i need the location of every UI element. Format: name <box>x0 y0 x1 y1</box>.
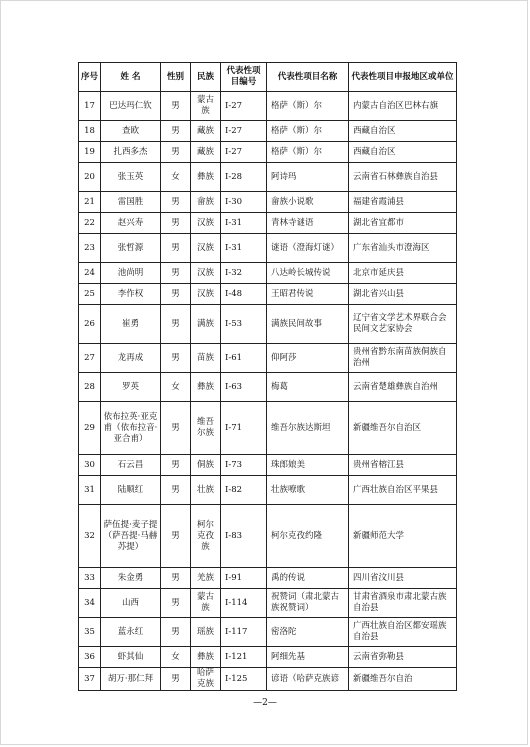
cell-sex: 男 <box>161 263 191 284</box>
cell-sex: 男 <box>161 505 191 568</box>
cell-area: 辽宁省文学艺术界联合会民间文艺家协会 <box>349 305 457 344</box>
cell-name: 池尚明 <box>101 263 161 284</box>
cell-item-name: 格萨（斯）尔 <box>267 121 349 142</box>
cell-ethnicity: 藏族 <box>191 121 221 142</box>
table-row <box>79 476 457 505</box>
cell-ethnicity: 畲族 <box>191 192 221 213</box>
cell-area: 湖北省兴山县 <box>349 284 457 305</box>
cell-name: 罗英 <box>101 373 161 402</box>
cell-ethnicity: 汉族 <box>191 263 221 284</box>
cell-item-code: Ⅰ-63 <box>221 373 267 402</box>
cell-item-name: 畲族小说歌 <box>267 192 349 213</box>
cell-name: 陆顺红 <box>101 476 161 505</box>
cell-item-name: 仰阿莎 <box>267 344 349 373</box>
cell-ethnicity: 彝族 <box>191 163 221 192</box>
cell-serial: 33 <box>79 568 101 589</box>
cell-serial: 31 <box>79 476 101 505</box>
cell-item-code: Ⅰ-82 <box>221 476 267 505</box>
cell-area: 云南省石林彝族自治县 <box>349 163 457 192</box>
cell-ethnicity: 彝族 <box>191 647 221 668</box>
cell-area: 广西壮族自治区平果县 <box>349 476 457 505</box>
table-row <box>79 163 457 192</box>
cell-ethnicity: 羌族 <box>191 568 221 589</box>
cell-item-code: Ⅰ-121 <box>221 647 267 668</box>
cell-item-name: 格萨（斯）尔 <box>267 92 349 121</box>
cell-sex: 男 <box>161 568 191 589</box>
cell-name: 崔勇 <box>101 305 161 344</box>
cell-item-code: Ⅰ-32 <box>221 263 267 284</box>
page-number: —2— <box>253 698 277 708</box>
cell-sex: 男 <box>161 476 191 505</box>
cell-sex: 男 <box>161 618 191 647</box>
cell-sex: 男 <box>161 234 191 263</box>
cell-item-code: Ⅰ-73 <box>221 455 267 476</box>
cell-sex: 男 <box>161 344 191 373</box>
cell-item-name: 壮族嘹歌 <box>267 476 349 505</box>
cell-item-name: 阿细先基 <box>267 647 349 668</box>
cell-serial: 23 <box>79 234 101 263</box>
cell-area: 贵州省黔东南苗族侗族自治州 <box>349 344 457 373</box>
cell-ethnicity: 满族 <box>191 305 221 344</box>
table-row <box>79 142 457 163</box>
table-row <box>79 92 457 121</box>
cell-serial: 35 <box>79 618 101 647</box>
table-row <box>79 121 457 142</box>
cell-serial: 22 <box>79 213 101 234</box>
cell-name: 巴达玛仁钦 <box>101 92 161 121</box>
cell-sex: 男 <box>161 284 191 305</box>
header-ethnicity: 民族 <box>191 63 221 92</box>
cell-serial: 21 <box>79 192 101 213</box>
cell-area: 西藏自治区 <box>349 142 457 163</box>
table-row <box>79 305 457 344</box>
cell-area: 西藏自治区 <box>349 121 457 142</box>
cell-name: 蓝永红 <box>101 618 161 647</box>
cell-item-name: 八达岭长城传说 <box>267 263 349 284</box>
cell-ethnicity: 汉族 <box>191 284 221 305</box>
cell-sex: 男 <box>161 668 191 691</box>
cell-serial: 20 <box>79 163 101 192</box>
table-row <box>79 402 457 455</box>
cell-area: 福建省霞浦县 <box>349 192 457 213</box>
cell-sex: 男 <box>161 121 191 142</box>
cell-serial: 19 <box>79 142 101 163</box>
cell-item-name: 王昭君传说 <box>267 284 349 305</box>
cell-sex: 女 <box>161 373 191 402</box>
cell-serial: 34 <box>79 589 101 618</box>
cell-sex: 女 <box>161 163 191 192</box>
cell-name: 李作权 <box>101 284 161 305</box>
cell-item-name: 祝赞词（肃北蒙古族祝赞词） <box>267 589 349 618</box>
cell-item-code: Ⅰ-31 <box>221 234 267 263</box>
cell-item-code: Ⅰ-91 <box>221 568 267 589</box>
cell-name: 依布拉英·亚克甫（依布拉音·亚合甫） <box>101 402 161 455</box>
table-row <box>79 284 457 305</box>
cell-name: 胡万·那仁拜 <box>101 668 161 691</box>
table-row <box>79 192 457 213</box>
cell-area: 新疆师范大学 <box>349 505 457 568</box>
cell-sex: 女 <box>161 647 191 668</box>
header-item-name: 代表性项目名称 <box>267 63 349 92</box>
cell-serial: 32 <box>79 505 101 568</box>
table-header-row <box>79 63 457 92</box>
header-name: 姓 名 <box>101 63 161 92</box>
table-body <box>79 92 457 691</box>
cell-item-name: 梅葛 <box>267 373 349 402</box>
cell-serial: 30 <box>79 455 101 476</box>
cell-sex: 男 <box>161 213 191 234</box>
cell-serial: 18 <box>79 121 101 142</box>
cell-name: 赵兴寿 <box>101 213 161 234</box>
cell-item-name: 阿诗玛 <box>267 163 349 192</box>
cell-item-name: 格萨（斯）尔 <box>267 142 349 163</box>
cell-item-name: 满族民间故事 <box>267 305 349 344</box>
cell-ethnicity: 瑶族 <box>191 618 221 647</box>
cell-area: 内蒙古自治区巴林右旗 <box>349 92 457 121</box>
cell-ethnicity: 汉族 <box>191 234 221 263</box>
cell-name: 扎西多杰 <box>101 142 161 163</box>
cell-area: 新疆维吾尔自治区 <box>349 402 457 455</box>
representative-inheritors-table <box>78 62 457 691</box>
cell-sex: 男 <box>161 92 191 121</box>
cell-area: 云南省弥勒县 <box>349 647 457 668</box>
cell-item-code: Ⅰ-27 <box>221 121 267 142</box>
cell-item-name: 青林寺谜语 <box>267 213 349 234</box>
table-row <box>79 668 457 691</box>
cell-serial: 26 <box>79 305 101 344</box>
cell-name: 朱金勇 <box>101 568 161 589</box>
table-row <box>79 234 457 263</box>
header-area: 代表性项目申报地区或单位 <box>349 63 457 92</box>
cell-ethnicity: 哈萨克族 <box>191 668 221 691</box>
cell-ethnicity: 蒙古族 <box>191 92 221 121</box>
cell-item-code: Ⅰ-125 <box>221 668 267 691</box>
cell-item-code: Ⅰ-48 <box>221 284 267 305</box>
cell-item-name: 谚语（哈萨克族谚 <box>267 668 349 691</box>
cell-ethnicity: 蒙古族 <box>191 589 221 618</box>
table-row <box>79 455 457 476</box>
cell-sex: 男 <box>161 455 191 476</box>
table-row <box>79 263 457 284</box>
cell-name: 张玉英 <box>101 163 161 192</box>
cell-name: 山西 <box>101 589 161 618</box>
cell-item-name: 密洛陀 <box>267 618 349 647</box>
cell-name: 张哲源 <box>101 234 161 263</box>
cell-item-code: Ⅰ-28 <box>221 163 267 192</box>
cell-ethnicity: 苗族 <box>191 344 221 373</box>
cell-item-code: Ⅰ-83 <box>221 505 267 568</box>
cell-sex: 男 <box>161 589 191 618</box>
table-row <box>79 344 457 373</box>
table-row <box>79 505 457 568</box>
cell-ethnicity: 侗族 <box>191 455 221 476</box>
cell-area: 云南省楚雄彝族自治州 <box>349 373 457 402</box>
cell-name: 龙再成 <box>101 344 161 373</box>
cell-serial: 36 <box>79 647 101 668</box>
cell-item-name: 禹的传说 <box>267 568 349 589</box>
cell-item-name: 谜语（澄海灯谜） <box>267 234 349 263</box>
cell-item-code: Ⅰ-30 <box>221 192 267 213</box>
cell-ethnicity: 柯尔克孜族 <box>191 505 221 568</box>
cell-sex: 男 <box>161 402 191 455</box>
cell-item-code: Ⅰ-117 <box>221 618 267 647</box>
cell-ethnicity: 藏族 <box>191 142 221 163</box>
table-row <box>79 618 457 647</box>
cell-item-name: 维吾尔族达斯坦 <box>267 402 349 455</box>
cell-ethnicity: 壮族 <box>191 476 221 505</box>
cell-ethnicity: 维吾尔族 <box>191 402 221 455</box>
cell-name: 萨伍提·麦子提（萨吾提·马赫苏提） <box>101 505 161 568</box>
cell-item-code: Ⅰ-27 <box>221 92 267 121</box>
cell-area: 新疆维吾尔自治 <box>349 668 457 691</box>
cell-item-name: 柯尔克孜约隆 <box>267 505 349 568</box>
table-row <box>79 568 457 589</box>
cell-area: 湖北省宜都市 <box>349 213 457 234</box>
cell-item-code: Ⅰ-31 <box>221 213 267 234</box>
header-sex: 性别 <box>161 63 191 92</box>
cell-sex: 男 <box>161 192 191 213</box>
cell-ethnicity: 汉族 <box>191 213 221 234</box>
cell-item-code: Ⅰ-27 <box>221 142 267 163</box>
cell-item-code: Ⅰ-61 <box>221 344 267 373</box>
cell-sex: 男 <box>161 142 191 163</box>
cell-sex: 男 <box>161 305 191 344</box>
header-serial: 序号 <box>79 63 101 92</box>
cell-serial: 25 <box>79 284 101 305</box>
cell-area: 广东省汕头市澄海区 <box>349 234 457 263</box>
cell-serial: 17 <box>79 92 101 121</box>
cell-item-name: 珠郎娘美 <box>267 455 349 476</box>
cell-ethnicity: 彝族 <box>191 373 221 402</box>
cell-item-code: Ⅰ-53 <box>221 305 267 344</box>
cell-area: 广西壮族自治区都安瑶族自治县 <box>349 618 457 647</box>
table-row <box>79 213 457 234</box>
cell-item-code: Ⅰ-71 <box>221 402 267 455</box>
cell-serial: 29 <box>79 402 101 455</box>
cell-serial: 28 <box>79 373 101 402</box>
cell-name: 石云昌 <box>101 455 161 476</box>
cell-area: 北京市延庆县 <box>349 263 457 284</box>
cell-area: 贵州省榕江县 <box>349 455 457 476</box>
cell-serial: 27 <box>79 344 101 373</box>
cell-name: 查欧 <box>101 121 161 142</box>
header-item-code: 代表性项目编号 <box>221 63 267 92</box>
cell-area: 甘肃省酒泉市肃北蒙古族自治县 <box>349 589 457 618</box>
cell-name: 雷国胜 <box>101 192 161 213</box>
table-row <box>79 647 457 668</box>
cell-item-code: Ⅰ-114 <box>221 589 267 618</box>
cell-area: 四川省汶川县 <box>349 568 457 589</box>
table-row <box>79 373 457 402</box>
table-row <box>79 589 457 618</box>
cell-serial: 24 <box>79 263 101 284</box>
cell-serial: 37 <box>79 668 101 691</box>
cell-name: 虾其仙 <box>101 647 161 668</box>
